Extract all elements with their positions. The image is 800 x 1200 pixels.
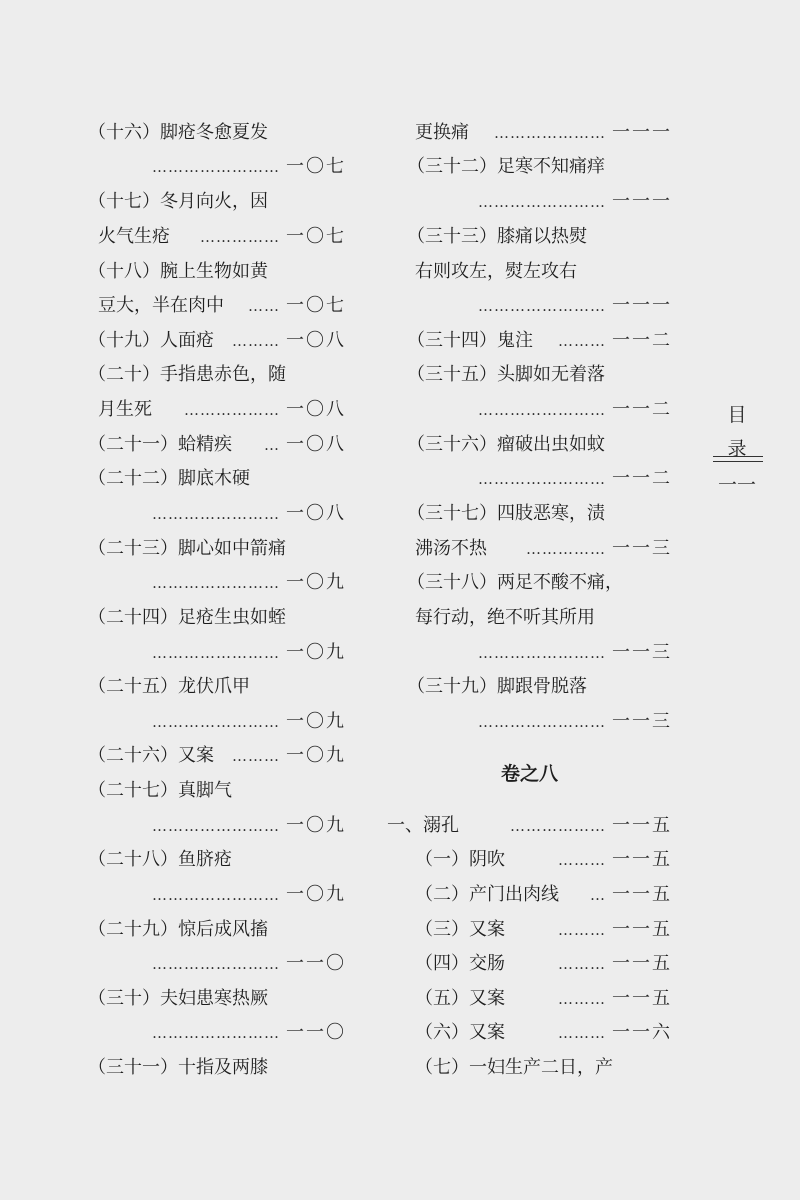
toc-entry xyxy=(387,150,672,184)
toc-entry xyxy=(88,220,346,254)
toc-entry xyxy=(387,947,672,981)
toc-entry-title: （三十三）膝痛以热熨 xyxy=(407,226,587,247)
toc-entry xyxy=(387,324,672,358)
toc-page-number: 一〇九 xyxy=(286,711,346,732)
toc-entry-title: （二十一）蛤精疾 xyxy=(88,434,232,455)
toc-leader-dots: …………………… xyxy=(152,158,280,176)
toc-page-number: 一〇八 xyxy=(286,399,346,420)
toc-entry-title: （二十四）足疮生虫如蛭 xyxy=(88,607,286,628)
toc-entry-title: （二十五）龙伏爪甲 xyxy=(88,676,250,697)
toc-leader-dots: ………………… xyxy=(494,124,606,142)
toc-page-number: 一一二 xyxy=(612,330,672,351)
toc-entry-title: （十九）人面疮 xyxy=(88,330,214,351)
toc-entry xyxy=(387,566,672,600)
toc-entry-title: （三十五）头脚如无着落 xyxy=(407,364,605,385)
toc-page-number: 一一五 xyxy=(612,988,672,1009)
toc-leader-dots: ……… xyxy=(558,990,606,1008)
toc-page-number: 一一三 xyxy=(612,642,672,663)
toc-entry xyxy=(88,150,346,184)
toc-leader-dots: …………… xyxy=(200,228,280,246)
toc-page-number: 一〇八 xyxy=(286,503,346,524)
toc-entry-title: （三十）夫妇患寒热厥 xyxy=(88,988,268,1009)
toc-entry-title: （二十八）鱼脐疮 xyxy=(88,849,232,870)
toc-entry xyxy=(387,913,672,947)
margin-rule xyxy=(713,456,763,462)
toc-page-number: 一一一 xyxy=(612,295,672,316)
toc-page-number: 一〇九 xyxy=(286,572,346,593)
toc-entry xyxy=(387,670,672,704)
toc-page-number: 一一五 xyxy=(612,953,672,974)
toc-entry-title: （六）又案 xyxy=(415,1022,505,1043)
toc-page-number: 一〇八 xyxy=(286,434,346,455)
toc-leader-dots: ……… xyxy=(558,1024,606,1042)
toc-entry-title: （三十一）十指及两膝 xyxy=(88,1057,268,1078)
toc-entry-title: （十六）脚疮冬愈夏发 xyxy=(88,122,268,143)
toc-entry-title: （二十）手指患赤色，随 xyxy=(88,364,286,385)
toc-page-number: 一〇七 xyxy=(286,295,346,316)
toc-entry xyxy=(387,428,672,462)
toc-entry-title: （三十七）四肢恶寒，渍 xyxy=(407,503,605,524)
toc-entry xyxy=(387,393,672,427)
toc-entry xyxy=(88,324,346,358)
toc-entry xyxy=(88,497,346,531)
toc-leader-dots: ……… xyxy=(558,332,606,350)
toc-entry-title: （二十二）脚底木硬 xyxy=(88,468,250,489)
toc-entry-title: （三）又案 xyxy=(415,919,505,940)
toc-page-number: 一一六 xyxy=(612,1022,672,1043)
toc-entry xyxy=(88,566,346,600)
toc-entry-title: 右则攻左，熨左攻右 xyxy=(415,261,577,282)
toc-entry-title: 一、溺孔 xyxy=(387,815,459,836)
toc-leader-dots: …………………… xyxy=(478,713,606,731)
toc-leader-dots: ……………… xyxy=(184,401,280,419)
toc-leader-dots: … xyxy=(590,886,606,904)
toc-entry-title: 火气生疮 xyxy=(98,226,170,247)
toc-leader-dots: …… xyxy=(248,297,280,315)
toc-entry xyxy=(88,185,346,219)
toc-entry xyxy=(88,843,346,877)
toc-entry xyxy=(88,636,346,670)
toc-leader-dots: ……… xyxy=(232,747,280,765)
toc-entry-title: （十七）冬月向火，因 xyxy=(88,191,268,212)
toc-page-number: 一一一 xyxy=(612,191,672,212)
toc-entry xyxy=(88,739,346,773)
toc-entry-title: （三十四）鬼注 xyxy=(407,330,533,351)
toc-entry-title: （五）又案 xyxy=(415,988,505,1009)
toc-entry xyxy=(88,878,346,912)
toc-entry xyxy=(387,255,672,289)
toc-leader-dots: …………………… xyxy=(152,574,280,592)
toc-page-number: 一一三 xyxy=(612,711,672,732)
toc-entry xyxy=(88,428,346,462)
toc-entry xyxy=(387,185,672,219)
toc-page-number: 一一二 xyxy=(612,399,672,420)
toc-entry xyxy=(88,1016,346,1050)
toc-entry xyxy=(387,220,672,254)
toc-entry xyxy=(387,878,672,912)
margin-page-number: 一一 xyxy=(717,474,756,496)
toc-page-number: 一一一 xyxy=(612,122,672,143)
toc-entry-title: （三十八）两足不酸不痛， xyxy=(407,572,623,593)
toc-entry-title: （四）交肠 xyxy=(415,953,505,974)
toc-leader-dots: …………………… xyxy=(478,193,606,211)
toc-page-number: 一〇八 xyxy=(286,330,346,351)
toc-entry-title: 沸汤不热 xyxy=(415,538,487,559)
toc-entry xyxy=(387,636,672,670)
toc-leader-dots: …………………… xyxy=(478,401,606,419)
toc-leader-dots: …………………… xyxy=(152,817,280,835)
toc-entry-title: 更换痛 xyxy=(415,122,469,143)
toc-page-number: 一一五 xyxy=(612,815,672,836)
toc-page-number: 一一三 xyxy=(612,538,672,559)
toc-page-number: 一一五 xyxy=(612,849,672,870)
toc-entry xyxy=(387,809,672,843)
toc-page-number: 一〇九 xyxy=(286,642,346,663)
toc-entry-title: 豆大，半在肉中 xyxy=(98,295,224,316)
toc-entry-title: （一）阴吹 xyxy=(415,849,505,870)
toc-entry xyxy=(387,843,672,877)
toc-entry xyxy=(88,393,346,427)
toc-leader-dots: …………………… xyxy=(478,297,606,315)
toc-leader-dots: ……… xyxy=(558,921,606,939)
toc-leader-dots: ……… xyxy=(558,955,606,973)
toc-entry xyxy=(387,532,672,566)
toc-entry xyxy=(387,289,672,323)
toc-entry-title: （二十七）真脚气 xyxy=(88,780,232,801)
toc-entry xyxy=(387,601,672,635)
toc-entry xyxy=(387,982,672,1016)
toc-entry-title: 月生死 xyxy=(98,399,152,420)
toc-entry xyxy=(88,462,346,496)
toc-page-number: 一一二 xyxy=(612,468,672,489)
toc-entry xyxy=(387,497,672,531)
toc-leader-dots: ……………… xyxy=(510,817,606,835)
section-heading: 卷之八 xyxy=(500,763,558,785)
toc-leader-dots: …………………… xyxy=(152,886,280,904)
toc-entry-title: （二）产门出肉线 xyxy=(415,884,559,905)
toc-leader-dots: ……… xyxy=(558,851,606,869)
toc-leader-dots: ……… xyxy=(232,332,280,350)
toc-page-number: 一一〇 xyxy=(286,953,346,974)
toc-leader-dots: …………………… xyxy=(478,644,606,662)
toc-entry-title: 每行动，绝不听其所用 xyxy=(415,607,595,628)
toc-entry-title: （三十六）瘤破出虫如蚊 xyxy=(407,434,605,455)
toc-entry xyxy=(88,982,346,1016)
toc-leader-dots: …………… xyxy=(526,540,606,558)
toc-leader-dots: …………………… xyxy=(152,644,280,662)
toc-entry-title: （二十三）脚心如中箭痛 xyxy=(88,538,286,559)
toc-leader-dots: … xyxy=(264,436,280,454)
toc-page-number: 一〇七 xyxy=(286,156,346,177)
toc-leader-dots: …………………… xyxy=(152,955,280,973)
toc-entry xyxy=(88,532,346,566)
toc-entry xyxy=(387,1016,672,1050)
toc-entry-title: （三十二）足寒不知痛痒 xyxy=(407,156,605,177)
toc-entry xyxy=(88,809,346,843)
toc-entry xyxy=(88,116,346,150)
toc-entry-title: （二十九）惊后成风搐 xyxy=(88,919,268,940)
toc-entry-title: （十八）腕上生物如黄 xyxy=(88,261,268,282)
toc-page-number: 一一〇 xyxy=(286,1022,346,1043)
toc-entry xyxy=(88,913,346,947)
toc-entry xyxy=(387,116,672,150)
margin-label: 目 录 xyxy=(727,404,747,460)
toc-entry xyxy=(88,1051,346,1085)
toc-entry xyxy=(88,255,346,289)
toc-page-number: 一一五 xyxy=(612,884,672,905)
toc-entry xyxy=(88,601,346,635)
toc-entry-title: （二十六）又案 xyxy=(88,745,214,766)
toc-page-number: 一一五 xyxy=(612,919,672,940)
toc-entry xyxy=(88,670,346,704)
toc-entry-title: （七）一妇生产二日，产 xyxy=(415,1057,613,1078)
toc-leader-dots: …………………… xyxy=(152,1024,280,1042)
toc-page-number: 一〇九 xyxy=(286,745,346,766)
toc-page-number: 一〇七 xyxy=(286,226,346,247)
toc-entry xyxy=(88,289,346,323)
toc-entry xyxy=(88,705,346,739)
toc-entry xyxy=(88,947,346,981)
toc-entry xyxy=(88,358,346,392)
toc-entry xyxy=(387,358,672,392)
toc-entry xyxy=(387,1051,672,1085)
toc-entry-title: （三十九）脚跟骨脱落 xyxy=(407,676,587,697)
toc-page-number: 一〇九 xyxy=(286,815,346,836)
toc-entry xyxy=(88,774,346,808)
toc-leader-dots: …………………… xyxy=(152,713,280,731)
toc-page-number: 一〇九 xyxy=(286,884,346,905)
toc-entry xyxy=(387,462,672,496)
toc-leader-dots: …………………… xyxy=(152,505,280,523)
toc-entry xyxy=(387,705,672,739)
toc-leader-dots: …………………… xyxy=(478,470,606,488)
